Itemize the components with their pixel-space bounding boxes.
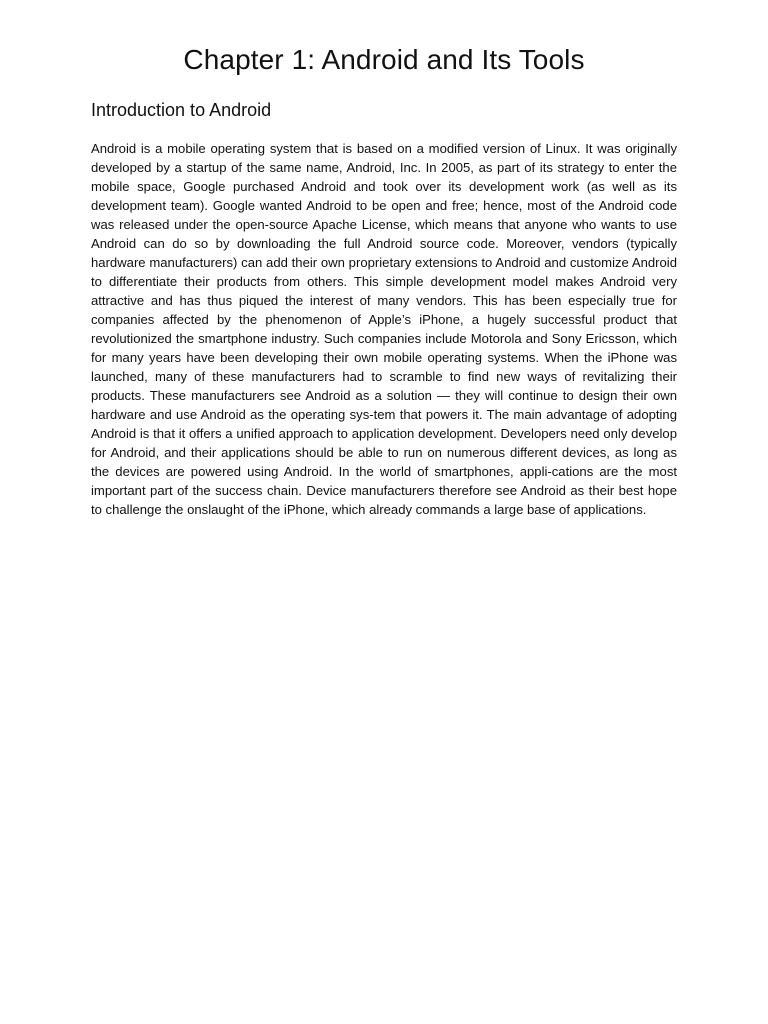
chapter-title: Chapter 1: Android and Its Tools [183, 44, 585, 75]
body-paragraph: Android is a mobile operating system that is based on a modified version of Linux. It was originally developed by a startup of the same name, Android, Inc. In 2005, as part of its strategy to enter the mobile space, Google purchased Android and took over its development work (as well as its development team). Google wanted Android to be open and free; hence, most of the Android code was released under the open-source Apache License, which means that anyone who wants to use Android can do so by downloading the full Android source code. Moreover, vendors (typically hardware manufacturers) can add their own proprietary extensions to Android and customize Android to differentiate their products from others. This simple development model makes Android very attractive and has thus piqued the interest of many vendors. This has been especially true for companies affected by the phenomenon of Apple’s iPhone, a hugely successful product that revolutionized the smartphone industry. Such companies include Motorola and Sony Ericsson, which for many years have been developing their own mobile operating systems. When the iPhone was launched, many of these manufacturers had to scramble to find new ways of revitalizing their products. These manufacturers see Android as a solution — they will continue to design their own hardware and use Android as the operating sys-tem that powers it. The main advantage of adopting Android is that it offers a unified approach to application development. Developers need only develop for Android, and their applications should be able to run on numerous different devices, as long as the devices are powered using Android. In the world of smartphones, appli-cations are the most important part of the success chain. Device manufacturers therefore see Android as their best hope to challenge the onslaught of the iPhone, which already commands a large base of applications. [91, 141, 677, 517]
section-heading: Introduction to Android [91, 100, 272, 120]
